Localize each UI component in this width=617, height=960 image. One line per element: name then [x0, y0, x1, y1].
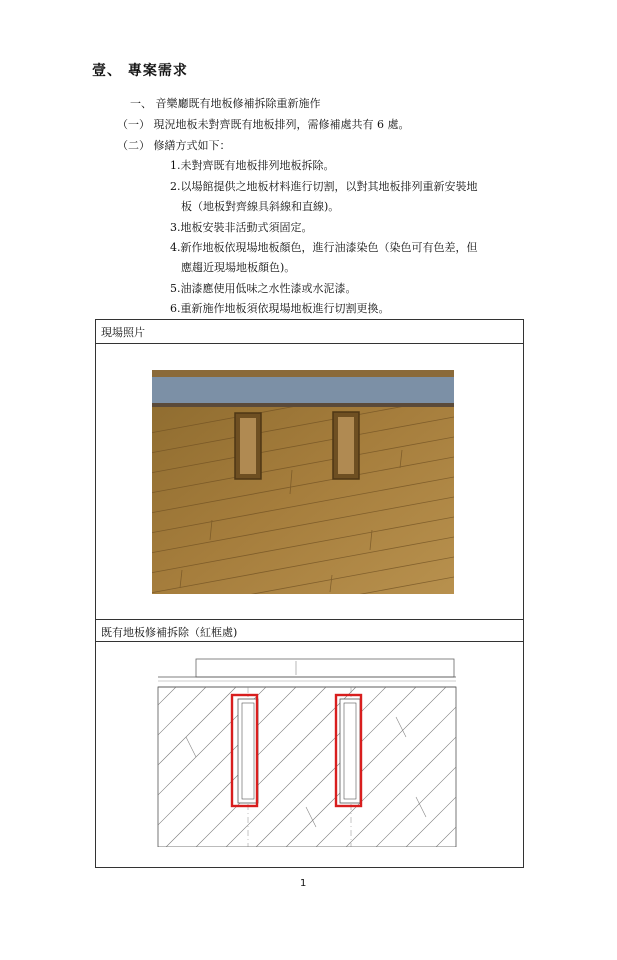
subsection-1: （一） 現況地板未對齊既有地板排列，需修補處共有 6 處。	[117, 118, 410, 131]
table-divider	[96, 343, 523, 344]
list-item-1: 1.未對齊既有地板排列地板拆除。	[170, 159, 335, 172]
stage-edge-outline	[196, 659, 454, 677]
drawing-caption: 既有地板修補拆除（紅框處)	[101, 626, 238, 639]
list-item-6: 6.重新施作地板須依現場地板進行切割更換。	[170, 302, 390, 315]
list-item-2-cont: 板（地板對齊線具斜線和直線)。	[181, 200, 340, 213]
diagonal-hatch	[156, 657, 458, 847]
floor-area-outline	[158, 687, 456, 847]
subsection-2: （二） 修繕方式如下：	[117, 139, 231, 152]
section-heading: 壹、 專案需求	[92, 63, 188, 79]
floor-edge	[152, 370, 454, 378]
slot-outline-right	[340, 699, 360, 803]
list-item-5: 5.油漆應使用低味之水性漆或水泥漆。	[170, 282, 357, 295]
photo-caption: 現場照片	[101, 326, 145, 339]
list-item-4: 4.新作地板依現場地板顏色，進行油漆染色（染色可有色差，但	[170, 241, 478, 254]
table-divider	[96, 619, 523, 620]
photo-table	[95, 319, 524, 868]
list-item-3: 3.地板安裝非活動式須固定。	[170, 221, 313, 234]
stage-strip	[152, 377, 454, 404]
floor-plan-drawing	[156, 657, 458, 847]
slot-outline-left	[238, 699, 258, 803]
table-divider	[96, 641, 523, 642]
floor-photo	[152, 370, 454, 594]
list-item-4-cont: 應趨近現場地板顏色)。	[181, 261, 296, 274]
page-number: 1	[300, 878, 307, 889]
section-item-1: 一、 音樂廳既有地板修補拆除重新施作	[130, 97, 321, 110]
list-item-2: 2.以場館提供之地板材料進行切割，以對其地板排列重新安裝地	[170, 180, 478, 193]
